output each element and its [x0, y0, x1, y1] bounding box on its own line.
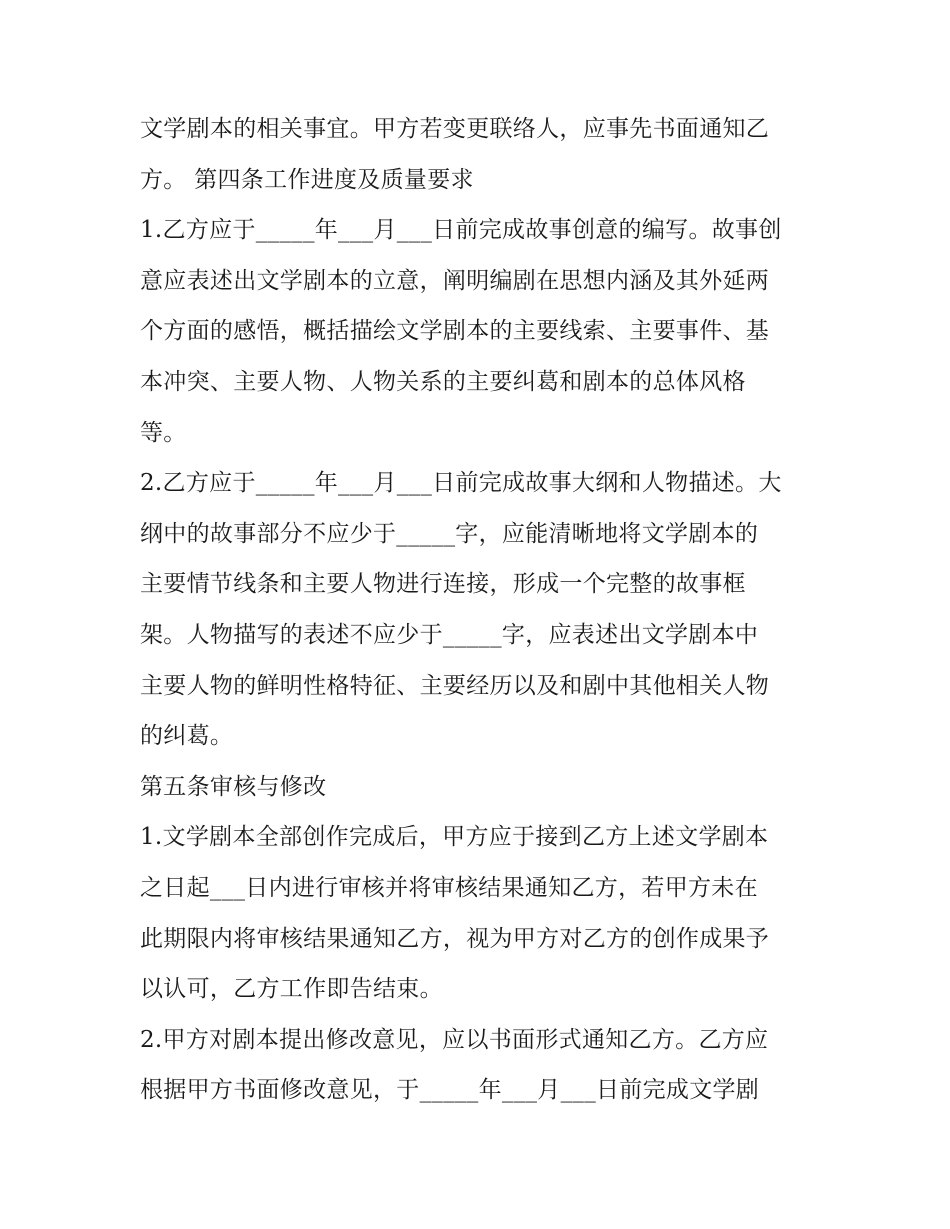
text-line: 方。 第四条工作进度及质量要求 [140, 166, 474, 193]
text-line: 之日起___日内进行审核并将审核结果通知乙方，若甲方未在 [140, 874, 758, 901]
text-line: 架。人物描写的表述不应少于_____字，应表述出文学剧本中 [140, 621, 759, 648]
text-line: 等。 [140, 419, 187, 446]
text-line: 纲中的故事部分不应少于_____字，应能清晰地将文学剧本的 [140, 520, 759, 547]
text-line: 个方面的感悟，概括描绘文学剧本的主要线索、主要事件、基 [140, 318, 770, 345]
text-line: 主要情节线条和主要人物进行连接，形成一个完整的故事框 [140, 571, 746, 598]
text-line: 以认可，乙方工作即告结束。 [140, 976, 443, 1003]
text-line: 1.文学剧本全部创作完成后，甲方应于接到乙方上述文学剧本 [140, 824, 769, 851]
text-line: 2.乙方应于_____年___月___日前完成故事大纲和人物描述。大 [140, 470, 782, 497]
document-body [140, 104, 820, 1116]
text-line: 此期限内将审核结果通知乙方，视为甲方对乙方的创作成果予 [140, 925, 770, 952]
text-line: 本冲突、主要人物、人物关系的主要纠葛和剧本的总体风格 [140, 368, 746, 395]
text-line: 根据甲方书面修改意见，于_____年___月___日前完成文学剧 [140, 1077, 760, 1104]
text-line: 1.乙方应于_____年___月___日前完成故事创意的编写。故事创 [140, 217, 782, 244]
text-line: 意应表述出文学剧本的立意，阐明编剧在思想内涵及其外延两 [140, 267, 770, 294]
text-line: 2.甲方对剧本提出修改意见，应以书面形式通知乙方。乙方应 [140, 1026, 769, 1053]
section-heading: 第五条审核与修改 [140, 773, 327, 800]
text-line: 主要人物的鲜明性格特征、主要经历以及和剧中其他相关人物 [140, 672, 770, 699]
text-line: 文学剧本的相关事宜。甲方若变更联络人，应事先书面通知乙 [140, 116, 770, 142]
text-line: 的纠葛。 [140, 723, 234, 750]
